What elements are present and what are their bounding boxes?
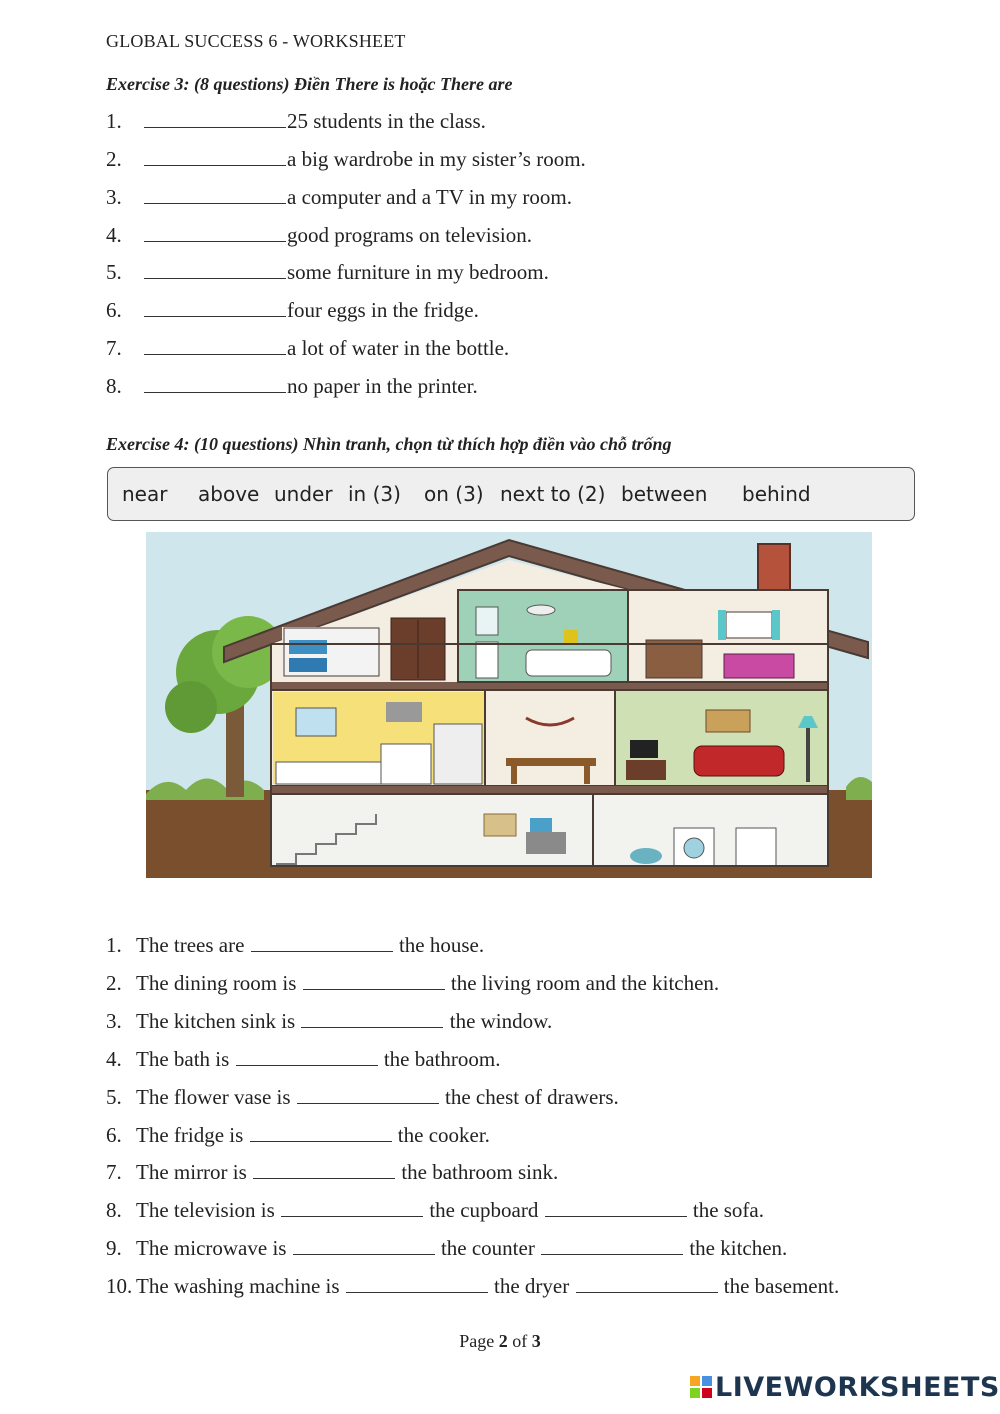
worksheet-header: GLOBAL SUCCESS 6 - WORKSHEET [106,31,406,51]
answer-blank[interactable] [251,933,393,952]
answer-blank[interactable] [250,1123,392,1142]
word-bank-item: in (3) [348,482,401,506]
word-bank-item: next to (2) [500,482,606,506]
floor-beam-lower [271,786,828,794]
dining-room [485,690,615,786]
answer-blank[interactable] [293,1236,435,1255]
ex4-question-10: 10. The washing machine is the dryer the basement. [106,1274,840,1298]
ex3-question-3: 3. a computer and a TV in my room. [106,185,572,209]
exercise-3-title: Exercise 3: (8 questions) Điền There is hoặc There are [106,74,513,94]
answer-blank[interactable] [346,1274,488,1293]
house-illustration [146,532,872,878]
answer-blank[interactable] [541,1236,683,1255]
ex4-question-2: 2. The dining room is the living room and the kitchen. [106,971,720,995]
word-bank [107,467,915,521]
ex4-question-6: 6. The fridge is the cooker. [106,1123,490,1147]
word-bank-item: between [621,482,708,506]
answer-blank[interactable] [236,1047,378,1066]
page-number: Page 2 of 3 [459,1331,541,1351]
answer-blank[interactable] [144,109,286,128]
answer-blank[interactable] [144,223,286,242]
ex3-question-5: 5. some furniture in my bedroom. [106,260,549,284]
ex4-question-1: 1. The trees are the house. [106,933,485,957]
bedroom-attic [282,618,458,681]
answer-blank[interactable] [144,336,286,355]
exercise-4-title: Exercise 4: (10 questions) Nhìn tranh, chọn từ thích hợp điền vào chỗ trống [106,434,672,454]
word-bank-item: above [198,482,260,506]
ex3-question-8: 8. no paper in the printer. [106,374,478,398]
answer-blank[interactable] [253,1160,395,1179]
ex3-question-1: 1. 25 students in the class. [106,109,486,133]
ex3-question-7: 7. a lot of water in the bottle. [106,336,510,360]
answer-blank[interactable] [576,1274,718,1293]
floor-beam [271,682,828,690]
answer-blank[interactable] [144,298,286,317]
answer-blank[interactable] [301,1009,443,1028]
answer-blank[interactable] [144,260,286,279]
word-bank-item: under [274,482,333,506]
ex4-question-9: 9. The microwave is the counter the kitchen. [106,1236,788,1260]
answer-blank[interactable] [144,147,286,166]
answer-blank[interactable] [144,185,286,204]
ex4-question-3: 3. The kitchen sink is the window. [106,1009,553,1033]
answer-blank[interactable] [281,1198,423,1217]
ex3-question-4: 4. good programs on television. [106,223,532,247]
answer-blank[interactable] [297,1085,439,1104]
liveworksheets-logo[interactable]: LIVEWORKSHEETS [690,1372,1000,1403]
liveworksheets-logo-icon [690,1376,712,1398]
word-bank-item: behind [742,482,811,506]
ex4-question-5: 5. The flower vase is the chest of drawers. [106,1085,619,1109]
answer-blank[interactable] [144,374,286,393]
ex4-question-7: 7. The mirror is the bathroom sink. [106,1160,559,1184]
word-bank-item: on (3) [424,482,484,506]
answer-blank[interactable] [545,1198,687,1217]
ex4-question-4: 4. The bath is the bathroom. [106,1047,501,1071]
answer-blank[interactable] [303,971,445,990]
word-bank-item: near [122,482,168,506]
ex3-question-6: 6. four eggs in the fridge. [106,298,479,322]
ex3-question-2: 2. a big wardrobe in my sister’s room. [106,147,586,171]
ex4-question-8: 8. The television is the cupboard the sofa. [106,1198,765,1222]
